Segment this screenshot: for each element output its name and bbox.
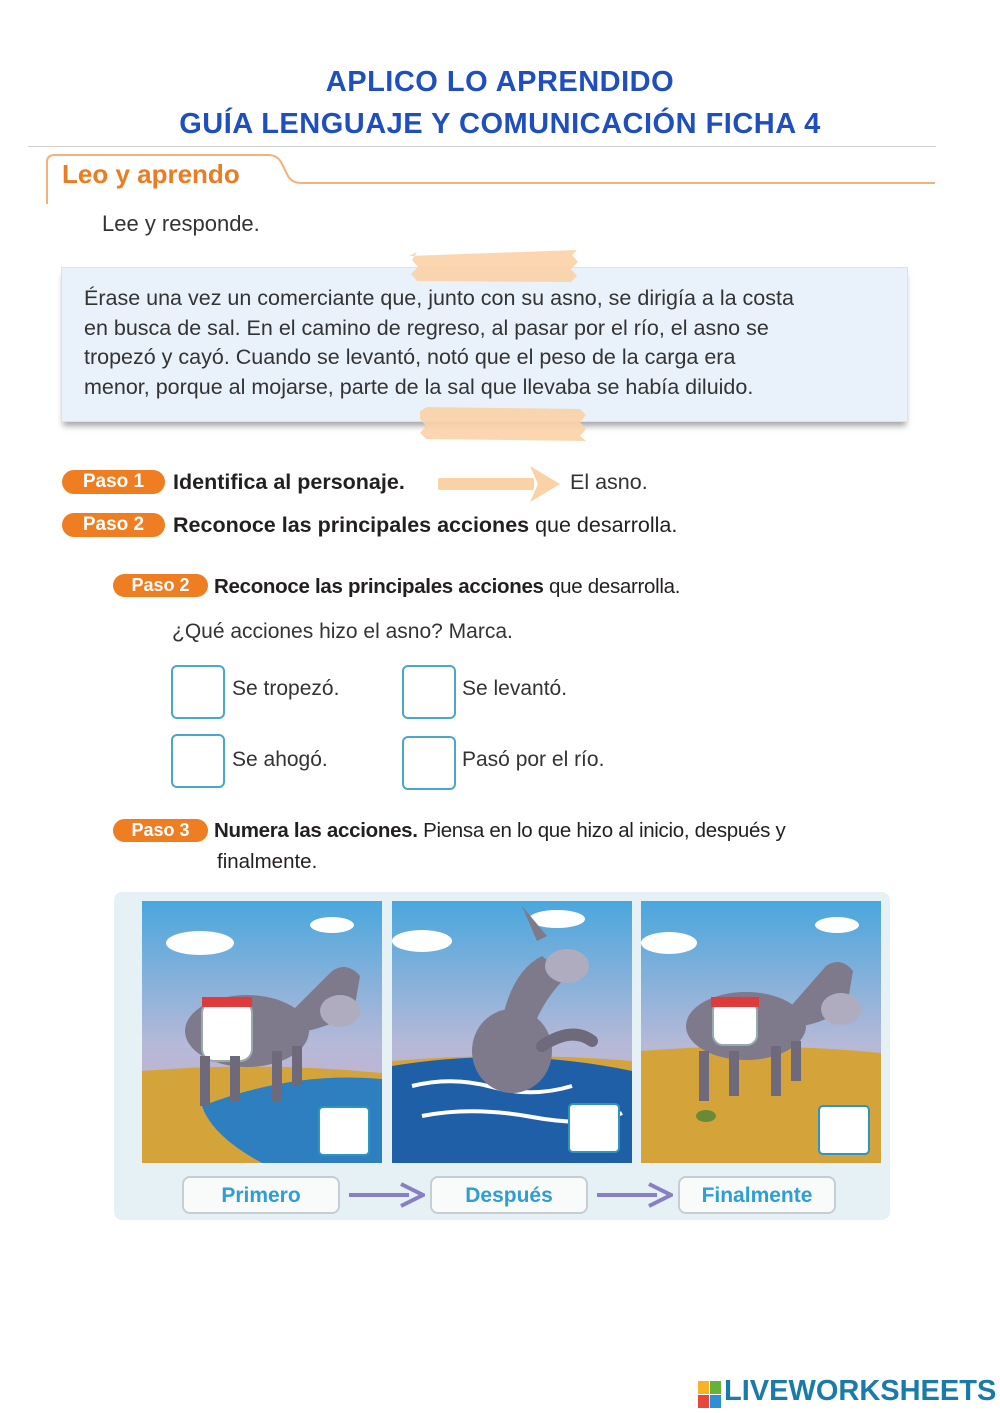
- paso2-text-rest: que desarrolla.: [529, 513, 678, 537]
- worksheet-subtitle: GUÍA LENGUAJE Y COMUNICACIÓN FICHA 4: [179, 108, 821, 140]
- order-input-3[interactable]: [818, 1105, 870, 1155]
- paso2-text-bold: Reconoce las principales acciones: [173, 513, 530, 537]
- paso2-detail-text-bold: Reconoce las principales acciones: [214, 575, 544, 598]
- question-text: ¿Qué acciones hizo el asno? Marca.: [172, 620, 513, 643]
- label-finalmente: Finalmente: [678, 1176, 836, 1214]
- arrow-right-icon: [438, 462, 562, 506]
- option-label: Se ahogó.: [232, 748, 328, 771]
- instruction-text: Lee y responde.: [102, 211, 260, 236]
- order-input-2[interactable]: [568, 1103, 620, 1153]
- checkbox-se-levanto[interactable]: [402, 665, 456, 719]
- story-line: Érase una vez un comerciante que, junto con su asno, se dirigía a la costa: [84, 286, 794, 310]
- paso2-detail-text: [214, 575, 680, 599]
- checkbox-se-tropezo[interactable]: [171, 665, 225, 719]
- label-despues: Después: [430, 1176, 588, 1214]
- order-input-1[interactable]: [318, 1106, 370, 1156]
- paso3-text-bold: Numera las acciones.: [214, 819, 418, 842]
- liveworksheets-logo-text: LIVEWORKSHEETS: [724, 1375, 997, 1407]
- option-label: Pasó por el río.: [462, 748, 605, 771]
- option-label: Se levantó.: [462, 677, 568, 700]
- checkbox-se-ahogo[interactable]: [171, 734, 225, 788]
- paso2-text: [173, 513, 677, 538]
- story-line: en busca de sal. En el camino de regreso, al pasar por el río, el asno se: [84, 315, 769, 340]
- liveworksheets-logo-icon: [698, 1377, 722, 1411]
- story-line: tropezó y cayó. Cuando se levantó, notó que el peso de la carga era: [84, 345, 736, 369]
- paso3-text-line2: finalmente.: [217, 850, 318, 873]
- section-label: Leo y aprendo: [62, 159, 240, 189]
- story-paragraph: [84, 284, 899, 402]
- paso1-text-bold: Identifica al personaje.: [173, 470, 405, 494]
- header-divider: [28, 146, 936, 147]
- checkbox-paso-por-el-rio[interactable]: [402, 736, 456, 790]
- paso2-detail-badge: Paso 2: [113, 574, 208, 597]
- paso2-detail-text-rest: que desarrolla.: [543, 575, 681, 598]
- paso1-text: [173, 470, 405, 495]
- paso3-text: [214, 819, 785, 843]
- tape-top-decoration: [409, 250, 579, 284]
- option-label: Se tropezó.: [232, 677, 340, 700]
- paso2-badge: Paso 2: [62, 513, 165, 537]
- worksheet-title: APLICO LO APRENDIDO: [325, 66, 675, 98]
- tape-bottom-decoration: [420, 407, 586, 441]
- sequence-arrow-icon: [349, 1182, 425, 1208]
- paso3-text-rest: Piensa en lo que hizo al inicio, después y: [417, 819, 786, 842]
- paso1-answer: El asno.: [570, 470, 648, 494]
- paso3-badge: Paso 3: [113, 819, 208, 842]
- sequence-arrow-icon: [597, 1182, 673, 1208]
- paso1-badge: Paso 1: [62, 470, 165, 494]
- story-line: menor, porque al mojarse, parte de la sal que llevaba se había diluido.: [84, 374, 754, 399]
- label-primero: Primero: [182, 1176, 340, 1214]
